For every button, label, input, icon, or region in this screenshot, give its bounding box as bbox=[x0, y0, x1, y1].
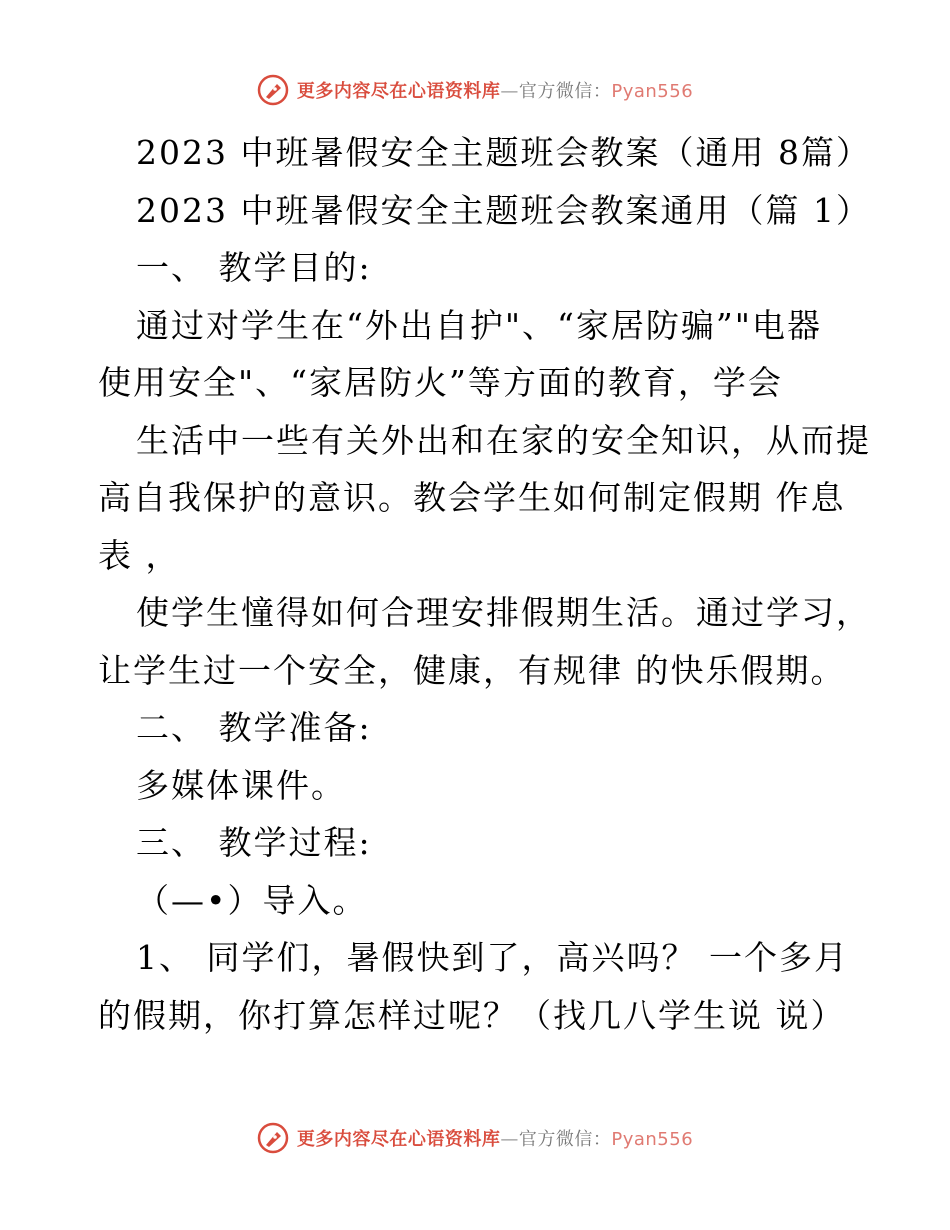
watermark-text bbox=[297, 1125, 693, 1151]
paragraph-line: 使学生憧得如何合理安排假期生活。通过学习， bbox=[136, 593, 871, 632]
heading-teaching-process: 三、 教学过程: bbox=[136, 823, 372, 862]
watermark-text bbox=[297, 77, 693, 103]
watermark-label: 官方微信： bbox=[518, 81, 612, 102]
pen-nib-logo-icon bbox=[257, 1122, 289, 1154]
paragraph-line: 让学生过一个安全，健康，有规律 的快乐假期。 bbox=[98, 650, 846, 690]
heading-teaching-prep: 二、 教学准备: bbox=[136, 708, 372, 747]
heading-teaching-goals: 一、 教学目的: bbox=[136, 248, 372, 287]
pen-nib-logo-icon bbox=[257, 74, 289, 106]
watermark-site: 更多内容尽在心语资料库 bbox=[296, 1129, 501, 1150]
paragraph-line: 多媒体课件。 bbox=[136, 765, 346, 805]
paragraph-line: 1、 同学们，暑假快到了，高兴吗？ 一个多月 bbox=[136, 938, 849, 977]
paragraph-line: 生活中一些有关外出和在家的安全知识，从而提 bbox=[136, 420, 871, 460]
document-title: 2023 中班暑假安全主题班会教案（通用 8篇） bbox=[136, 133, 871, 172]
paragraph-line: 高自我保护的意识。教会学生如何制定假期 作息 bbox=[98, 478, 846, 517]
header-watermark bbox=[0, 70, 950, 110]
watermark-site: 更多内容尽在心语资料库 bbox=[296, 81, 501, 102]
paragraph-line: 通过对学生在“外出自护"、“家居防骗”"电器 bbox=[136, 305, 822, 345]
watermark-account: Pyan556 bbox=[611, 81, 694, 102]
watermark-dash: — bbox=[500, 1129, 519, 1150]
footer-watermark bbox=[0, 1118, 950, 1158]
paragraph-line: 的假期，你打算怎样过呢？（找几八学生说 说） bbox=[98, 995, 846, 1035]
document-body bbox=[98, 124, 871, 1044]
watermark-label: 官方微信： bbox=[518, 1129, 612, 1150]
paragraph-line: 使用安全"、“家居防火”等方面的教育，学会 bbox=[98, 363, 783, 402]
section-subtitle: 2023 中班暑假安全主题班会教案通用（篇 1） bbox=[136, 190, 871, 230]
paragraph-line: 表 ， bbox=[98, 535, 181, 575]
subheading-intro: （—•）导入。 bbox=[136, 880, 368, 920]
watermark-dash: — bbox=[500, 81, 519, 102]
watermark-account: Pyan556 bbox=[611, 1129, 694, 1150]
